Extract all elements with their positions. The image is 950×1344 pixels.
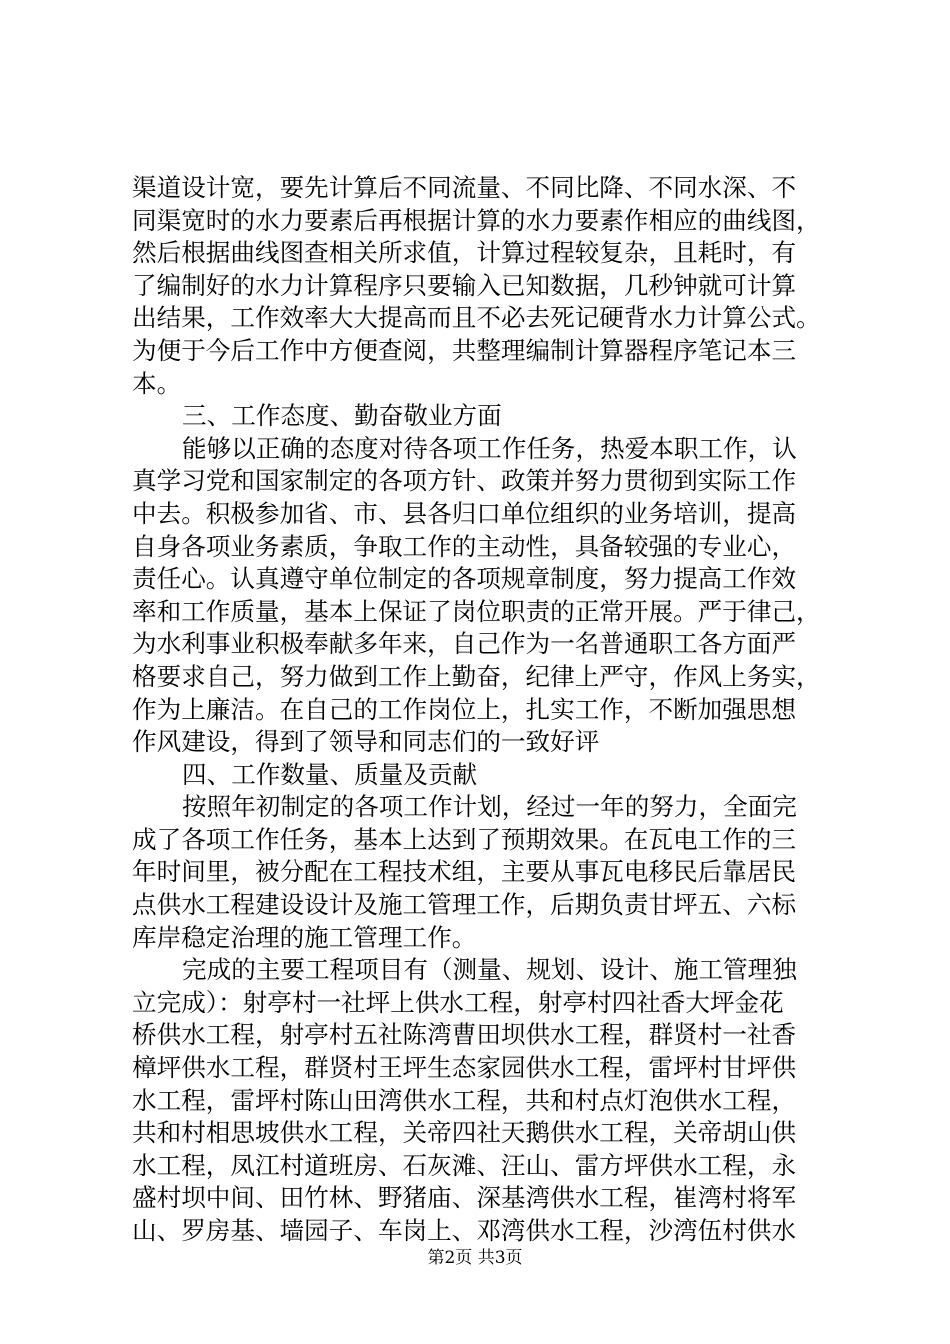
text-line: 自身各项业务素质，争取工作的主动性，具备较强的专业心， [132,531,797,561]
text-line: 成了各项工作任务，基本上达到了预期效果。在瓦电工作的三 [132,824,797,854]
text-line: 真学习党和国家制定的各项方针、政策并努力贯彻到实际工作 [132,466,797,496]
text-line: 能够以正确的态度对待各项工作任务，热爱本职工作，认 [182,433,797,463]
text-line: 库岸稳定治理的施工管理工作。 [132,922,477,952]
text-line: 出结果，工作效率大大提高而且不必去死记硬背水力计算公式。 [132,303,821,333]
text-line: 中去。积极参加省、市、县各归口单位组织的业务培训，提高 [132,498,797,528]
text-line: 作为上廉洁。在自己的工作岗位上，扎实工作，不断加强思想 [132,694,797,724]
document-body [132,172,832,1248]
text-line: 为水利事业积极奉献多年来，自己作为一名普通职工各方面严 [132,629,797,659]
text-line: 格要求自己，努力做到工作上勤奋，纪律上严守，作风上务实， [132,661,821,691]
text-line: 然后根据曲线图查相关所求值，计算过程较复杂，且耗时，有 [132,238,797,268]
text-line: 四、工作数量、质量及贡献 [182,759,478,789]
text-line: 水工程，凤江村道班房、石灰滩、汪山、雷方坪供水工程，永 [132,1150,797,1180]
text-line: 年时间里，被分配在工程技术组，主要从事瓦电移民后靠居民 [132,857,797,887]
text-line: 完成的主要工程项目有（测量、规划、设计、施工管理独 [182,955,797,985]
text-line: 率和工作质量，基本上保证了岗位职责的正常开展。严于律己， [132,596,821,626]
text-line: 作风建设，得到了领导和同志们的一致好评 [132,727,600,757]
text-line: 渠道设计宽，要先计算后不同流量、不同比降、不同水深、不 [132,173,797,202]
text-line: 立完成）：射亭村一社坪上供水工程，射亭村四社香大坪金花 [132,987,784,1017]
text-line: 三、工作态度、勤奋敬业方面 [182,401,502,431]
text-line: 责任心。认真遵守单位制定的各项规章制度，努力提高工作效 [132,564,797,594]
text-line: 盛村坝中间、田竹林、野猪庙、深基湾供水工程，崔湾村将军 [132,1183,797,1213]
text-line: 本。 [132,368,182,398]
text-line: 同渠宽时的水力要素后再根据计算的水力要素作相应的曲线图， [132,205,821,235]
text-line: 了编制好的水力计算程序只要输入已知数据，几秒钟就可计算 [132,270,797,300]
text-line: 共和村相思坡供水工程，关帝四社天鹅供水工程，关帝胡山供 [132,1118,797,1148]
page-footer: 第2页 共3页 [427,1248,523,1268]
text-line: 水工程，雷坪村陈山田湾供水工程，共和村点灯泡供水工程， [132,1085,797,1115]
text-line: 山、罗房基、墙园子、车岗上、邓湾供水工程，沙湾伍村供水 [132,1216,797,1245]
text-line: 点供水工程建设设计及施工管理工作，后期负责甘坪五、六标 [132,890,797,920]
text-line: 为便于今后工作中方便查阅，共整理编制计算器程序笔记本三 [132,335,797,365]
text-line: 樟坪供水工程，群贤村王坪生态家园供水工程，雷坪村甘坪供 [132,1053,797,1083]
text-line: 桥供水工程，射亭村五社陈湾曹田坝供水工程，群贤村一社香 [132,1020,797,1050]
text-line: 按照年初制定的各项工作计划，经过一年的努力，全面完 [182,792,797,822]
